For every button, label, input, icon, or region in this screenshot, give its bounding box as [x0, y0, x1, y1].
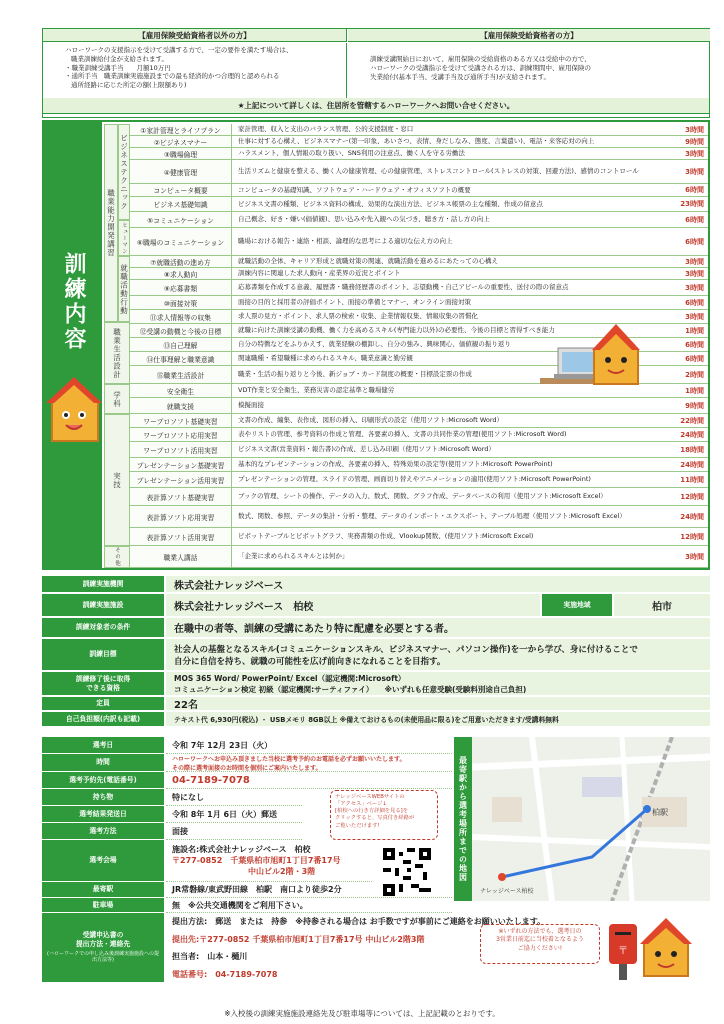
subject-desc: 面接の目的と採用者の評価ポイント、面接の準備とマナー、オンライン面接対策 [238, 298, 471, 307]
org-value: 株式会社ナレッジベース [166, 576, 710, 592]
subject-name: ⑫受講の動機と今後の目標 [130, 324, 232, 337]
facility-value: 株式会社ナレッジベース 柏校 [166, 594, 540, 616]
goal-label: 訓練目標 [42, 639, 164, 670]
subject-desc: 模擬面接 [238, 401, 264, 410]
subject-hours: 3時間 [685, 257, 704, 266]
exam-time-row [42, 754, 452, 772]
parking-value: 無 ※公共交通機関をご利用下さい。 [166, 898, 452, 913]
subject-name: 職業人講話 [130, 546, 232, 567]
bring-label: 持ち物 [42, 789, 164, 806]
subject-name: 安全衛生 [130, 384, 232, 397]
parking-label: 駐車場 [42, 898, 164, 913]
subject-desc: ブックの管理、シートの操作、データの入力、数式、関数、グラフ作成、データベースの利用（使用ソフト:Microsoft Excel） [238, 492, 607, 501]
exam-date-row [42, 737, 452, 754]
subject-hours: 3時間 [685, 552, 704, 561]
mascot-computer-icon [540, 320, 640, 402]
subject-name: ワープロソフト基礎実習 [130, 414, 232, 427]
subject-hours: 2時間 [685, 370, 704, 379]
cat-jitsugi: 実技 [104, 414, 130, 546]
subject-hours: 6時間 [685, 186, 704, 194]
subject-name: ⑥職場のコミュニケーション [130, 228, 232, 255]
station-value: JR常磐線/東武野田線 柏駅 南口より徒歩2分 [166, 882, 452, 898]
curriculum-row [130, 184, 708, 197]
subject-hours: 3時間 [685, 269, 704, 278]
org-label: 訓練実施機関 [42, 576, 164, 592]
house-mascot-icon [640, 918, 692, 980]
subject-hours: 24時間 [680, 460, 704, 469]
non-insured-text: ハローワークの支援指示を受けて受講する方で、一定の要件を満たす場合は、 職業訓練給付金が支給されます。 ・職業訓練受講手当 月額10万円 ・通所手当 職業訓練実施施設までの最も経済的かつ合理的と認められる 通所経路に応じた所定の額(上限額あり) [43, 43, 347, 101]
postbox-icon [603, 920, 643, 982]
cert-row [42, 672, 710, 696]
subject-name: ワープロソフト応用実習 [130, 428, 232, 441]
subject-hours: 23時間 [680, 200, 704, 208]
venue-value: 施設名:株式会社ナレッジベース 柏校 〒277-0852 千葉県柏市旭町1丁目7番17号 中山ビル2階・3階 [166, 840, 372, 882]
subject-desc: ハラスメント、個人情報の取り扱い、SNS利用の注意点、働く人を守る労働法 [238, 149, 465, 158]
subject-name: ⑤コミュニケーション [130, 212, 232, 227]
curriculum-title-band [44, 122, 102, 568]
subject-desc: 表やリストの管理、参考資料の作成と管理、各要素の挿入、文書の共同作業の管理(使用ソフト:Microsoft Word) [238, 430, 567, 439]
goal-value: 社会人の基盤となるスキル(コミュニケーションスキル、ビジネスマナー、パソコン操作)を一から学び、身に付けることで 自分に自信を持ち、就職の可能性を広げ前向きになれることを目指す。 [166, 639, 710, 670]
subject-desc: コンピュータの基礎知識、ソフトウェア・ハードウェア・オフィスソフトの概要 [238, 185, 471, 194]
subject-desc: 生活リズムと健康を整える、働く人の健康管理、心の健康管理、ストレスコントロール(ストレスの対策、回避方法)、感情のコントロール [238, 167, 639, 176]
exam-date-label: 選考日 [42, 737, 164, 754]
curriculum-row [130, 160, 708, 184]
subject-desc: 職場における報告・連絡・相談、論理的な思考による適切な伝え方の向上 [238, 237, 453, 246]
subject-desc: 数式、関数、参照、データの集計・分析・整理、データのインポート・エクスポート、テーブル処理（使用ソフト:Microsoft Excel） [238, 512, 626, 521]
subject-desc: VDT作業と安全衛生、業務災害の認定基準と職場健労 [238, 386, 395, 395]
exam-time-label: 時間 [42, 754, 164, 772]
curriculum-row [130, 212, 708, 228]
curriculum-row [130, 268, 708, 280]
curriculum-row [130, 296, 708, 310]
cat-seikatsu: 職業生活設計 [104, 322, 130, 384]
subject-name: プレゼンテーション活用実習 [130, 472, 232, 487]
non-insured-heading: 【雇用保険受給資格者以外の方】 [43, 29, 347, 42]
subject-name: ③職場倫理 [130, 148, 232, 159]
cat-shokugyo: 職業能力開発講習 [104, 124, 118, 322]
subject-name: ⑪求人情報等の収集 [130, 310, 232, 323]
subject-desc: 家計管理、収入と支出のバランス管理、公的支援制度・窓口 [238, 125, 414, 134]
subject-desc: 職業・生活の振り返りと今後、新ジョブ・カード制度の概要・目標設定票の作成 [238, 370, 472, 379]
cert-label: 訓練修了後に取得 できる資格 [42, 672, 164, 695]
insured-text: 訓練受講開始日において、雇用保険の受給資格のある方又は受給中の方で、 ハローワークの受講指示を受けて受講される方は、訓練期間中、雇用保険の 失業給付(基本手当、受講手当及び通所手当)が支給されます。 [370, 55, 591, 81]
qr-code-icon[interactable] [383, 848, 431, 896]
hellowork-note: ★上記について詳しくは、住居所を管轄するハローワークへお問い合せください。 [42, 98, 710, 114]
curriculum-row [130, 256, 708, 268]
access-map[interactable] [472, 737, 710, 901]
subject-name: ①家計管理とライフプラン [130, 124, 232, 135]
subject-desc: ピボットテーブルとピボットグラフ、実務書類の作成、Vlookup関数、(使用ソフト:Microsoft Excel) [238, 532, 534, 541]
subject-hours: 3時間 [685, 167, 704, 176]
deadline-note: ※いずれの方法でも、選考日の 3営業日前迄に当校着となるよう ご協力ください! [480, 924, 600, 964]
subject-name: プレゼンテーション基礎実習 [130, 458, 232, 471]
subject-hours: 3時間 [685, 125, 704, 134]
curriculum-row [130, 546, 708, 568]
subject-name: ④健康管理 [130, 160, 232, 183]
cat-gakka: 学科 [104, 384, 130, 414]
target-label: 訓練対象者の条件 [42, 618, 164, 637]
subject-hours: 3時間 [685, 283, 704, 292]
subject-desc: 就職に向けた訓練受講の動機、働く力を高めるスキル(専門能力以外)の必要性、今後の目標と習得すべき能力 [238, 326, 555, 335]
method-value: 面接 [166, 823, 302, 840]
subject-hours: 9時間 [685, 137, 704, 146]
subject-desc: 基本的なプレゼンテーションの作成、各要素の挿入、特殊効果の設定等(使用ソフト:Microsoft PowerPoint) [238, 460, 553, 469]
submit-label: 受講申込書の 提出方法・連絡先 (ハローワークでの申し込み後訓練実施施設への提出方法等) [42, 913, 164, 983]
subject-name: 表計算ソフト応用実習 [130, 506, 232, 527]
exam-tel-label: 選考予約先(電話番号) [42, 772, 164, 789]
subject-hours: 9時間 [685, 401, 704, 410]
cat-shushoku: 就職活動行動 [118, 256, 130, 322]
map-school-label: ナレッジベース柏校 [480, 888, 534, 895]
curriculum-row [130, 458, 708, 472]
curriculum-row [130, 414, 708, 428]
curriculum-row [130, 528, 708, 546]
curriculum-row [130, 506, 708, 528]
subject-hours: 12時間 [680, 492, 704, 501]
curriculum-row [130, 488, 708, 506]
subject-hours: 6時間 [685, 354, 704, 363]
target-row [42, 618, 710, 638]
cost-label: 自己負担額(内訳も記載) [42, 712, 164, 726]
subject-hours: 1時間 [685, 326, 704, 335]
cert-value: MOS 365 Word/ PowerPoint/ Excel（認定機関:Microsoft） コミュニケーション検定 初級（認定機関:サーティファイ） ※いずれも任意受験(受験料別途自己負担) [166, 672, 710, 695]
bring-value: 特になし [166, 789, 302, 806]
subject-desc: 自分の特徴などをふりかえす、就業経験の棚卸し、自分の強み、興味関心、価値観の振り返り [238, 340, 511, 349]
result-value: 令和 8年 1月 6日（火）郵送 [166, 806, 302, 823]
parking-row [42, 898, 452, 913]
subject-hours: 24時間 [680, 430, 704, 439]
area-value: 柏市 [614, 594, 710, 616]
capacity-value: 22名 [166, 697, 710, 710]
capacity-label: 定員 [42, 697, 164, 710]
subject-desc: 仕事に対する心構え、ビジネスマナー(第一印象、あいさつ、表情、身だしなみ、態度、言葉遣い)、電話・来客応対の向上 [238, 137, 595, 146]
curriculum-row [130, 280, 708, 296]
subject-hours: 22時間 [680, 416, 704, 425]
subject-desc: 関連職種・希望職種に求められるスキル、職業意識と勤労観 [238, 354, 413, 363]
subject-name: ⑨応募書類 [130, 280, 232, 295]
subject-hours: 18時間 [680, 445, 704, 454]
result-label: 選考結果発送日 [42, 806, 164, 823]
subject-name: ②ビジネスマナー [130, 136, 232, 147]
cat-business: ビジネステクニック [118, 124, 130, 220]
exam-tel-value: 04-7189-7078 [166, 772, 452, 789]
curriculum-row [130, 428, 708, 442]
subject-name: ⑩面接対策 [130, 296, 232, 309]
cost-row [42, 712, 710, 727]
org-row [42, 576, 710, 593]
curriculum-row [130, 472, 708, 488]
subject-name: 就職支援 [130, 398, 232, 413]
subject-hours: 6時間 [685, 215, 704, 224]
subject-desc: 文書の作成、編集、表作成、図形の挿入、印刷形式の設定（使用ソフト:Microsoft Word） [238, 416, 504, 425]
map-label-band: 最寄駅から選考場所までの地図 [454, 737, 472, 901]
subject-desc: 求人票の見方・ポイント、求人票の検索・収集、企業情報収集、情報収集の習慣化 [238, 312, 478, 321]
subject-desc: プレゼンテーションの管理、スライドの管理、画面切り替えやアニメーションの適用(使用ソフト:Microsoft PowerPoint) [238, 475, 591, 484]
subject-name: 表計算ソフト活用実習 [130, 528, 232, 545]
subject-desc: ビジネス文書(営業資料・報告書)の作成、差し込み印刷（使用ソフト:Microsoft Word） [238, 445, 495, 454]
curriculum-title: 訓練内容 [61, 252, 86, 352]
goal-row [42, 639, 710, 671]
subject-desc: 「企業に求められるスキルとは何か」 [238, 552, 349, 561]
insured-heading: 【雇用保険受給資格者の方】 [348, 29, 710, 42]
target-value: 在職中の者等、訓練の受講にあたり特に配慮を必要とする者。 [166, 618, 710, 637]
subject-desc: 自己概念、好き・嫌い(価値観)、思い込みや先入観への気づき、聴き方・話し方の向上 [238, 215, 490, 224]
curriculum-row [130, 124, 708, 136]
cat-human: ヒューマン [118, 220, 130, 256]
footer-note: ※入校後の訓練実施施設連絡先及び駐車場等については、上記記載のとおりです。 [224, 1009, 500, 1018]
subject-name: ⑦就職活動の進め方 [130, 256, 232, 267]
subject-name: コンピュータ概要 [130, 184, 232, 196]
method-label: 選考方法 [42, 823, 164, 840]
cost-value: テキスト代 6,930円(税込) ・ USBメモリ 8GB以上 ※備えておけるもの(未使用品に限る)をご用意いただきます/受講料無料 [166, 712, 710, 726]
svg-text:〒: 〒 [618, 946, 628, 957]
facility-row [42, 594, 710, 617]
exam-date-value: 令和 7年 12月 23日（火） [166, 737, 452, 754]
subject-hours: 6時間 [685, 298, 704, 307]
curriculum-row [130, 228, 708, 256]
subject-hours: 12時間 [680, 532, 704, 541]
subject-desc: ビジネス文書の種類、ビジネス資料の構成、効果的な演出方法、ビジネス帳票の主な種類、作成の留意点 [238, 199, 543, 208]
facility-label: 訓練実施施設 [42, 594, 164, 616]
curriculum-row [130, 136, 708, 148]
exam-time-value: ハローワークへお申込み頂きました当校に選考予約のお電話を必ずお願いいたします。 その際に選考面接のお時間を個別にご案内いたします。 [166, 754, 452, 772]
subject-hours: 11時間 [680, 475, 704, 484]
submit-value: 提出方法: 郵送 または 持参 ※持参される場合は お手数ですが事前にご連絡をお願いいたします。 提出先:〒277-0852 千葉県柏市旭町1丁目7番17号 中山ビル2階3階 担当者: 山本・樋川 電話番号: 04-7189-7078 [172, 917, 546, 979]
house-mascot-icon [46, 377, 102, 447]
subject-hours: 24時間 [680, 512, 704, 521]
subject-hours: 1時間 [685, 386, 704, 395]
subject-name: ⑭仕事理解と職業意識 [130, 352, 232, 365]
subject-hours: 6時間 [685, 237, 704, 246]
curriculum-row [130, 442, 708, 458]
subject-hours: 3時間 [685, 149, 704, 158]
curriculum-row [130, 148, 708, 160]
subject-hours: 3時間 [685, 312, 704, 321]
subject-name: 表計算ソフト基礎実習 [130, 488, 232, 505]
venue-label: 選考会場 [42, 840, 164, 882]
subject-desc: 訓練内容に関連した求人動向・産業界の近況とポイント [238, 269, 401, 278]
subject-name: ワープロソフト活用実習 [130, 442, 232, 457]
subject-name: ⑧求人動向 [130, 268, 232, 279]
subject-name: ⑮職業生活設計 [130, 366, 232, 383]
area-label: 実施地域 [542, 594, 612, 616]
exam-tel-row [42, 772, 452, 789]
subject-name: ビジネス基礎知識 [130, 197, 232, 211]
station-label: 最寄駅 [42, 882, 164, 898]
subject-hours: 6時間 [685, 340, 704, 349]
subject-desc: 応募書類を作成する意義、履歴書・職務経歴書のポイント、志望動機・自己アピールの重要性、送付の際の留意点 [238, 283, 569, 292]
subject-desc: 就職活動の全体、キャリア形成と就職対策の関連、就職活動を進めるにあたっての心構え [238, 257, 498, 266]
cat-sonota: その他 [104, 546, 130, 568]
web-callout: ナレッジベースWEBサイトの 「アクセス」ページ↓ [柏校への行き方詳細を見る]を クリックすると、写真付き経路が ご覧いただけます! [330, 790, 438, 840]
map-station-label: 柏駅 [652, 808, 668, 817]
curriculum-row [130, 197, 708, 212]
subject-name: ⑬自己理解 [130, 338, 232, 351]
capacity-row [42, 697, 710, 711]
